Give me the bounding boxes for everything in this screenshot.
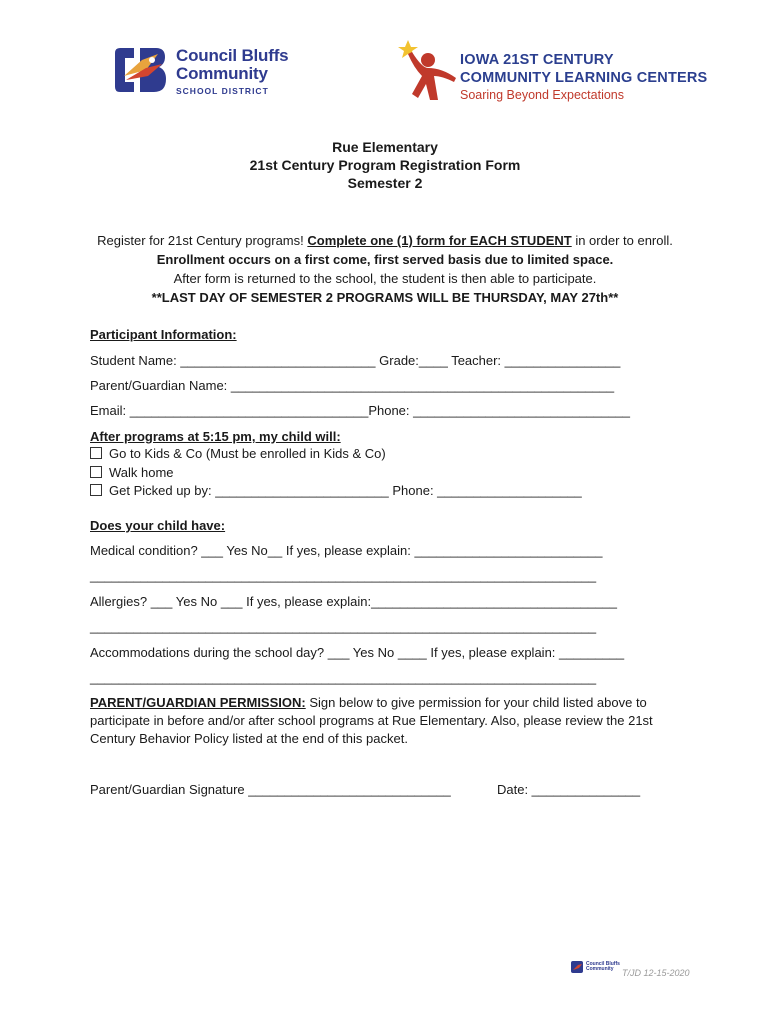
iowa-logo-line1: IOWA 21ST CENTURY <box>460 52 614 68</box>
intro-line-4: **LAST DAY OF SEMESTER 2 PROGRAMS WILL BE THURSDAY, MAY 27th** <box>151 290 619 305</box>
checkbox[interactable] <box>90 484 102 496</box>
medical-condition-line[interactable]: Medical condition? ___ Yes No__ If yes, please explain: __________________________ <box>90 543 603 558</box>
option-label: Go to Kids & Co (Must be enrolled in Kids & Co) <box>109 446 386 461</box>
health-heading: Does your child have: <box>90 518 226 533</box>
accommodations-line[interactable]: Accommodations during the school day? ___ Yes No ____ If yes, please explain: _________ <box>90 645 625 660</box>
option-picked-up[interactable] <box>90 483 582 498</box>
cb-logo-line1: Council Bluffs <box>176 46 289 65</box>
participant-heading: Participant Information: <box>90 327 237 342</box>
intro-line-1a: Register for 21st Century programs! <box>97 233 308 248</box>
accommodations-blank-line[interactable]: ______________________________________________________________________ <box>90 670 597 685</box>
allergies-blank-line[interactable]: ______________________________________________________________________ <box>90 619 597 634</box>
option-label: Walk home <box>109 465 174 480</box>
intro-line-1 <box>0 233 770 248</box>
signature-line[interactable]: Parent/Guardian Signature ____________________________ <box>90 782 451 797</box>
iowa-logo-line2: COMMUNITY LEARNING CENTERS <box>460 70 708 86</box>
permission-text: Sign below to give permission for your child listed above to participate in before and/or after school programs at Rue Elementary. Also, please review the 21st Century Behavior Policy listed at the end of this packet. <box>90 695 653 746</box>
option-kids-co[interactable] <box>90 446 386 461</box>
email-phone-line[interactable]: Email: _________________________________Phone: ______________________________ <box>90 403 631 418</box>
cb-logo-line2: Community <box>176 64 268 83</box>
council-bluffs-logo <box>112 42 312 102</box>
intro-line-1c: in order to enroll. <box>571 233 673 248</box>
student-info-line[interactable]: Student Name: ___________________________ Grade:____ Teacher: ________________ <box>90 353 621 368</box>
allergies-line[interactable]: Allergies? ___ Yes No ___ If yes, please explain:__________________________________ <box>90 594 617 609</box>
cb-logo-icon <box>112 42 168 98</box>
checkbox[interactable] <box>90 466 102 478</box>
semester-title: Semester 2 <box>347 175 423 191</box>
permission-paragraph <box>90 694 665 748</box>
intro-line-2: Enrollment occurs on a first come, first served basis due to limited space. <box>156 252 614 267</box>
footer-code: T/JD 12-15-2020 <box>622 968 690 978</box>
medical-blank-line[interactable]: ______________________________________________________________________ <box>90 568 597 583</box>
cb-logo-line3: SCHOOL DISTRICT <box>176 86 269 96</box>
intro-line-3: After form is returned to the school, the student is then able to participate. <box>173 271 597 286</box>
intro-emphasis: Complete one (1) form for EACH STUDENT <box>307 233 572 248</box>
checkbox[interactable] <box>90 447 102 459</box>
iowa-logo-tagline: Soaring Beyond Expectations <box>460 88 624 102</box>
star-figure-icon <box>398 38 464 104</box>
form-title: 21st Century Program Registration Form <box>249 157 521 173</box>
iowa-21st-century-logo <box>398 38 708 106</box>
after-programs-heading: After programs at 5:15 pm, my child will: <box>90 429 341 444</box>
option-walk-home[interactable] <box>90 465 174 480</box>
permission-label: PARENT/GUARDIAN PERMISSION: <box>90 695 306 710</box>
option-label: Get Picked up by: ________________________ Phone: ____________________ <box>109 483 582 498</box>
date-line[interactable]: Date: _______________ <box>497 782 641 797</box>
footer-logo-text: Council Bluffs Community <box>586 961 620 972</box>
school-name: Rue Elementary <box>332 139 438 155</box>
guardian-name-line[interactable]: Parent/Guardian Name: _____________________________________________________ <box>90 378 615 393</box>
